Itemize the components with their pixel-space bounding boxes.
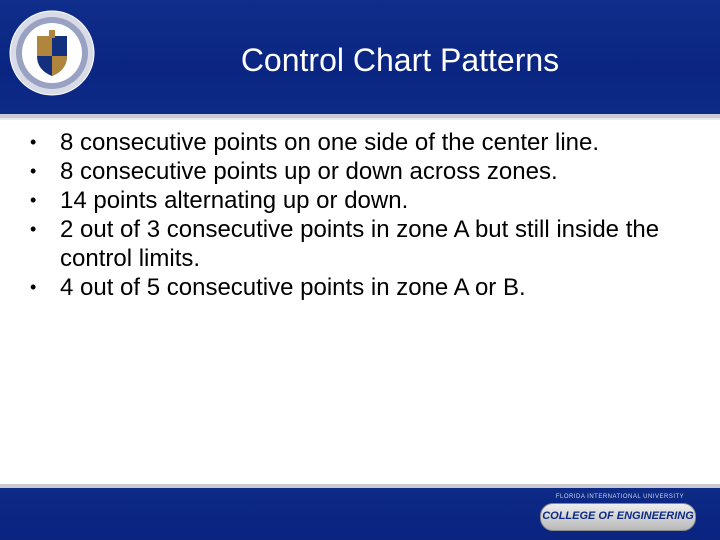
bullet-item	[30, 215, 670, 273]
bullet-marker: •	[30, 277, 37, 297]
footer-university-text: FLORIDA INTERNATIONAL UNIVERSITY	[555, 494, 685, 500]
bullet-marker: •	[30, 161, 37, 181]
bullet-item	[30, 128, 670, 157]
bullet-text: 8 consecutive points up or down across zones.	[60, 158, 558, 185]
bullet-text: 4 out of 5 consecutive points in zone A or B.	[60, 274, 526, 301]
bullet-item	[30, 186, 670, 215]
header-divider-light	[0, 118, 720, 120]
bullet-item	[30, 273, 670, 302]
bullet-marker: •	[30, 219, 37, 239]
bullet-list	[30, 128, 670, 302]
bullet-text: 14 points alternating up or down.	[60, 187, 409, 214]
slide-title: Control Chart Patterns	[240, 42, 560, 78]
bullet-marker: •	[30, 132, 37, 152]
university-seal-icon	[9, 10, 95, 96]
bullet-text: 8 consecutive points on one side of the center line.	[60, 129, 600, 156]
bullet-item	[30, 157, 670, 186]
bullet-marker: •	[30, 190, 37, 210]
bullet-text: 2 out of 3 consecutive points in zone A but still inside the control limits.	[60, 216, 660, 272]
college-badge-label: COLLEGE OF ENGINEERING	[542, 510, 694, 522]
